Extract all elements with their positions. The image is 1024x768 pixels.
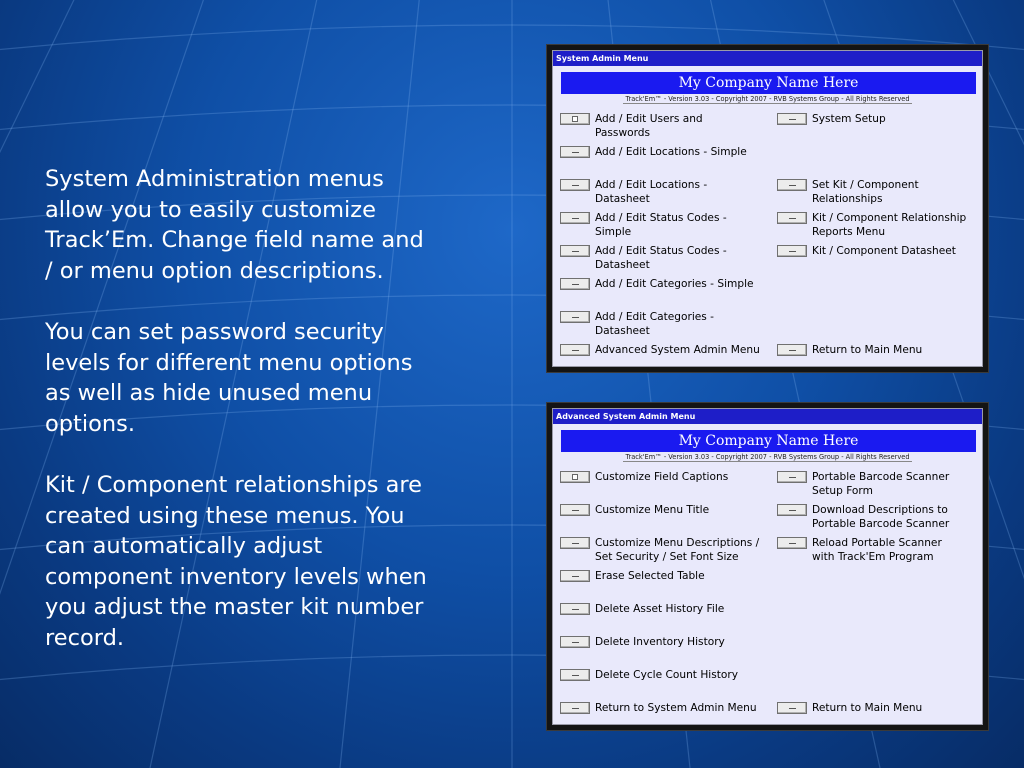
advanced-admin-menu-panel [552, 408, 983, 725]
intro-paragraph: System Administration menus allow you to easily customize Track’Em. Change field name and / or menu option descriptions. [45, 166, 424, 284]
company-name-banner: My Company Name Here [561, 72, 976, 94]
menu-option-button[interactable] [777, 471, 807, 483]
menu-option-button[interactable] [560, 245, 590, 257]
menu-option-button[interactable] [560, 669, 590, 681]
menu-option-button[interactable] [560, 179, 590, 191]
menu-option-label: Add / Edit Status Codes - Datasheet [595, 245, 727, 271]
menu-option-button[interactable] [777, 212, 807, 224]
menu-option-button[interactable] [560, 146, 590, 158]
menu-option-label: Add / Edit Locations - Simple [595, 146, 747, 158]
company-name-banner: My Company Name Here [561, 430, 976, 452]
menu-option-label: Advanced System Admin Menu [595, 344, 760, 356]
menu-option-button[interactable] [560, 471, 590, 483]
menu-option-button[interactable] [560, 702, 590, 714]
menu-option-label: Return to Main Menu [812, 702, 923, 714]
menu-option-button[interactable] [777, 344, 807, 356]
menu-option-label: Erase Selected Table [595, 570, 705, 582]
menu-option-button[interactable] [560, 212, 590, 224]
menu-option-label: Add / Edit Categories - Datasheet [595, 311, 714, 337]
menu-option-label: Customize Menu Descriptions / Set Security / Set Font Size [595, 537, 760, 563]
menu-option-button[interactable] [560, 344, 590, 356]
menu-option-button[interactable] [777, 537, 807, 549]
menu-option-label: Delete Asset History File [595, 603, 725, 615]
advanced-admin-menu-window [546, 402, 989, 731]
menu-option-label: Return to System Admin Menu [595, 702, 757, 714]
menu-option-button[interactable] [777, 179, 807, 191]
menu-option-label: Customize Field Captions [595, 471, 729, 483]
menu-option-button[interactable] [560, 504, 590, 516]
menu-option-label: Add / Edit Categories - Simple [595, 278, 754, 290]
menu-option-button[interactable] [560, 311, 590, 323]
menu-option-label: Return to Main Menu [812, 344, 923, 356]
intro-paragraph: You can set password security levels for different menu options as well as hide unused menu options. [45, 318, 413, 437]
menu-option-label: Set Kit / Component Relationships [812, 179, 919, 205]
menu-option-label: Delete Cycle Count History [595, 669, 739, 681]
intro-paragraph: Kit / Component relationships are created using these menus. You can automatically adjust component inventory levels when you adjust the master kit number record. [45, 471, 427, 651]
version-line [553, 453, 982, 461]
menu-option-button[interactable] [560, 537, 590, 549]
version-text: Track'Em™ - Version 3.03 - Copyright 2007 - RVB Systems Group - All Rights Reserved [625, 453, 910, 461]
window-title: Advanced System Admin Menu [553, 409, 982, 424]
menu-option-button[interactable] [560, 278, 590, 290]
menu-option-label: Download Descriptions to Portable Barcode Scanner [812, 504, 950, 530]
system-admin-menu-panel [552, 50, 983, 367]
menu-option-button[interactable] [560, 636, 590, 648]
menu-option-label: Add / Edit Locations - Datasheet [595, 179, 708, 205]
menu-option-label: Delete Inventory History [595, 636, 725, 648]
version-text: Track'Em™ - Version 3.03 - Copyright 2007 - RVB Systems Group - All Rights Reserved [625, 95, 910, 103]
menu-option-button[interactable] [560, 603, 590, 615]
menu-option-label: Portable Barcode Scanner Setup Form [812, 471, 950, 497]
menu-option-label: Customize Menu Title [595, 504, 710, 516]
menu-option-button[interactable] [560, 570, 590, 582]
menu-option-button[interactable] [777, 504, 807, 516]
menu-option-label: Add / Edit Users and Passwords [595, 113, 703, 139]
menu-option-label: Reload Portable Scanner with Track'Em Program [812, 537, 942, 563]
menu-option-label: Kit / Component Relationship Reports Menu [812, 212, 967, 238]
menu-option-button[interactable] [777, 702, 807, 714]
menu-option-button[interactable] [560, 113, 590, 125]
intro-text [45, 164, 505, 684]
menu-option-button[interactable] [777, 245, 807, 257]
menu-option-label: System Setup [812, 113, 886, 125]
menu-option-label: Add / Edit Status Codes - Simple [595, 212, 727, 238]
menu-option-label: Kit / Component Datasheet [812, 245, 956, 257]
system-admin-menu-window [546, 44, 989, 373]
window-title: System Admin Menu [553, 51, 982, 66]
menu-option-button[interactable] [777, 113, 807, 125]
version-line [553, 95, 982, 103]
